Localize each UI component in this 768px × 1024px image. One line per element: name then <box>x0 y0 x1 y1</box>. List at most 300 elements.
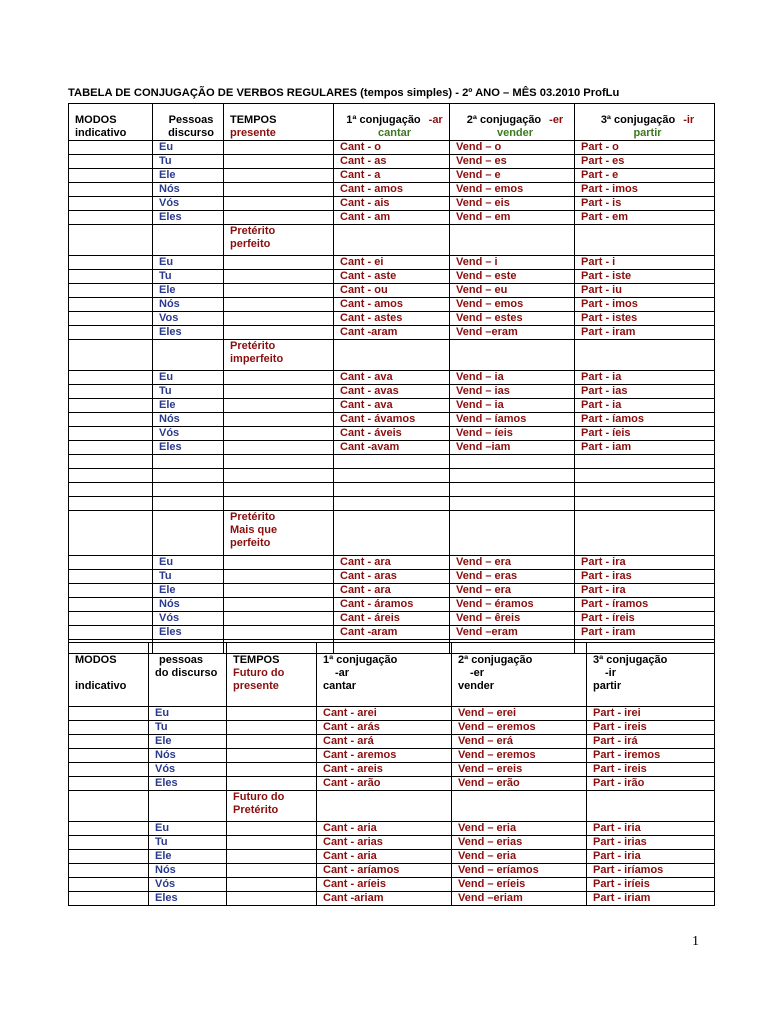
tense-label-line: Pretérito <box>230 340 276 352</box>
pronoun-cell: Ele <box>149 735 227 749</box>
verb-form-cell: Part - iras <box>575 570 715 584</box>
verb-form-cell: Vend – eria <box>452 822 587 836</box>
verb-form-cell: Vend – e <box>450 169 575 183</box>
pronoun-cell: Eu <box>153 141 224 155</box>
empty-cell <box>224 570 334 584</box>
table-row <box>69 413 715 427</box>
empty-cell <box>153 483 224 497</box>
tense-label-row <box>69 340 715 371</box>
verb-form-cell: Part - ias <box>575 385 715 399</box>
verb-form-cell: Vend – ia <box>450 371 575 385</box>
header-conj1-line: -ar <box>335 667 350 679</box>
empty-cell <box>69 183 153 197</box>
page-number: 1 <box>692 934 699 949</box>
table-row <box>69 197 715 211</box>
empty-cell <box>450 511 575 556</box>
empty-cell <box>334 483 450 497</box>
verb-form-cell: Part - ireis <box>587 763 715 777</box>
empty-cell <box>227 878 317 892</box>
pronoun-cell: Eles <box>153 441 224 455</box>
empty-cell <box>69 270 153 284</box>
table-row <box>69 270 715 284</box>
verb-form-cell: Cant - áreis <box>334 612 450 626</box>
verb-form-cell: Cant - amos <box>334 298 450 312</box>
empty-cell <box>69 427 153 441</box>
empty-cell <box>69 141 153 155</box>
verb-form-cell: Cant -avam <box>334 441 450 455</box>
verb-form-cell: Part - irá <box>587 735 715 749</box>
empty-cell <box>69 626 153 640</box>
table-row <box>69 556 715 570</box>
pronoun-cell: Eu <box>153 256 224 270</box>
tense-label-line: Pretérito <box>230 225 276 237</box>
verb-form-cell: Vend – erá <box>452 735 587 749</box>
empty-cell <box>69 511 153 556</box>
pronoun-cell: Vós <box>153 197 224 211</box>
empty-cell <box>575 340 715 371</box>
pronoun-cell: Eles <box>149 892 227 906</box>
empty-cell <box>224 270 334 284</box>
verb-form-cell: Part - iríeis <box>587 878 715 892</box>
header-modos-line: MODOS <box>75 654 117 666</box>
empty-cell <box>224 626 334 640</box>
blank-row <box>69 497 715 511</box>
empty-cell <box>69 340 153 371</box>
header-pessoas-line: discurso <box>168 127 214 139</box>
empty-cell <box>224 312 334 326</box>
empty-cell <box>224 326 334 340</box>
verb-form-cell: Vend – eríeis <box>452 878 587 892</box>
verb-form-cell: Vend – emos <box>450 183 575 197</box>
empty-cell <box>69 497 153 511</box>
verb-form-cell: Part - em <box>575 211 715 225</box>
verb-form-cell: Cant - ava <box>334 371 450 385</box>
verb-form-cell: Vend – ias <box>450 385 575 399</box>
empty-cell <box>227 763 317 777</box>
verb-form-cell: Part - íamos <box>575 413 715 427</box>
verb-form-cell: Vend – estes <box>450 312 575 326</box>
table-row <box>69 836 715 850</box>
tense-label <box>224 340 334 371</box>
pronoun-cell: Tu <box>153 385 224 399</box>
header-conj3-line: partir <box>593 680 622 692</box>
table-row <box>69 326 715 340</box>
header-tempos <box>224 104 334 141</box>
pronoun-cell: Nós <box>153 298 224 312</box>
table-row <box>69 626 715 640</box>
verb-form-cell: Vend – erão <box>452 777 587 791</box>
pronoun-cell: Nós <box>149 864 227 878</box>
verb-form-cell: Part - iremos <box>587 749 715 763</box>
empty-cell <box>69 399 153 413</box>
empty-cell <box>69 721 149 735</box>
verb-form-cell: Part - ia <box>575 399 715 413</box>
tense-label <box>227 791 317 822</box>
verb-form-cell: Part - o <box>575 141 715 155</box>
verb-form-cell: Cant - arás <box>317 721 452 735</box>
tense-label-line: Pretérito <box>233 804 279 816</box>
verb-form-cell: Vend – eremos <box>452 749 587 763</box>
verb-form-cell: Part - íreis <box>575 612 715 626</box>
header-conj3 <box>587 643 715 707</box>
verb-form-cell: Cant - arei <box>317 707 452 721</box>
empty-cell <box>69 483 153 497</box>
verb-form-cell: Vend – ereis <box>452 763 587 777</box>
empty-cell <box>334 455 450 469</box>
verb-form-cell: Part - iriam <box>587 892 715 906</box>
tense-label-line: Pretérito <box>230 511 276 523</box>
pronoun-cell: Vós <box>153 427 224 441</box>
empty-cell <box>227 822 317 836</box>
empty-cell <box>224 284 334 298</box>
table-row <box>69 850 715 864</box>
empty-cell <box>575 455 715 469</box>
empty-cell <box>69 225 153 256</box>
verb-form-cell: Cant -ariam <box>317 892 452 906</box>
empty-cell <box>69 211 153 225</box>
table-row <box>69 735 715 749</box>
verb-form-cell: Cant - arão <box>317 777 452 791</box>
empty-cell <box>69 822 149 836</box>
empty-cell <box>227 749 317 763</box>
verb-form-cell: Cant - ará <box>317 735 452 749</box>
verb-form-cell: Part - ira <box>575 584 715 598</box>
header-conj1-line: cantar <box>323 680 357 692</box>
blank-row <box>69 483 715 497</box>
empty-cell <box>69 598 153 612</box>
empty-cell <box>227 777 317 791</box>
empty-cell <box>224 385 334 399</box>
conjugation-table-2 <box>68 642 715 906</box>
empty-cell <box>69 763 149 777</box>
pronoun-cell: Ele <box>153 284 224 298</box>
header-conj3-line: 3ª conjugação <box>593 654 668 666</box>
header-conj3 <box>575 104 715 141</box>
verb-form-cell: Part - íeis <box>575 427 715 441</box>
empty-cell <box>227 850 317 864</box>
table-row <box>69 284 715 298</box>
header-modos <box>69 643 149 707</box>
pronoun-cell: Ele <box>149 850 227 864</box>
header-conj1 <box>317 643 452 707</box>
empty-cell <box>227 707 317 721</box>
empty-cell <box>334 497 450 511</box>
empty-cell <box>69 413 153 427</box>
verb-form-cell: Vend – êreis <box>450 612 575 626</box>
empty-cell <box>224 612 334 626</box>
verb-form-cell: Part - e <box>575 169 715 183</box>
header-row <box>69 104 715 141</box>
verb-form-cell: Part - imos <box>575 183 715 197</box>
empty-cell <box>69 735 149 749</box>
verb-form-cell: Cant - ávamos <box>334 413 450 427</box>
table-row <box>69 878 715 892</box>
verb-form-cell: Vend – o <box>450 141 575 155</box>
verb-form-cell: Vend – eríamos <box>452 864 587 878</box>
empty-cell <box>224 371 334 385</box>
empty-cell <box>69 612 153 626</box>
empty-cell <box>69 570 153 584</box>
empty-cell <box>69 284 153 298</box>
verb-form-cell: Vend – éramos <box>450 598 575 612</box>
pronoun-cell: Vós <box>149 763 227 777</box>
header-tempos-line: presente <box>233 680 279 692</box>
verb-form-cell: Cant - astes <box>334 312 450 326</box>
empty-cell <box>224 155 334 169</box>
empty-cell <box>153 511 224 556</box>
header-pessoas <box>149 643 227 707</box>
empty-cell <box>224 441 334 455</box>
empty-cell <box>69 777 149 791</box>
verb-form-cell: Cant - ais <box>334 197 450 211</box>
verb-form-cell: Vend –eram <box>450 626 575 640</box>
header-conj3-line: -ir <box>683 114 695 126</box>
empty-cell <box>450 483 575 497</box>
empty-cell <box>334 469 450 483</box>
table-row <box>69 864 715 878</box>
pronoun-cell: Nós <box>153 183 224 197</box>
empty-cell <box>334 511 450 556</box>
empty-cell <box>69 556 153 570</box>
header-conj1 <box>334 104 450 141</box>
header-conj2 <box>452 643 587 707</box>
header-conj1-line: 1ª conjugação <box>346 114 421 126</box>
pronoun-cell: Ele <box>153 584 224 598</box>
verb-form-cell: Part - iu <box>575 284 715 298</box>
blank-row <box>69 455 715 469</box>
pronoun-cell: Vos <box>153 312 224 326</box>
empty-cell <box>227 735 317 749</box>
empty-cell <box>317 791 452 822</box>
verb-form-cell: Part - ira <box>575 556 715 570</box>
verb-form-cell: Vend – es <box>450 155 575 169</box>
empty-cell <box>575 483 715 497</box>
table-row <box>69 441 715 455</box>
verb-form-cell: Vend – eria <box>452 850 587 864</box>
tense-label-line: imperfeito <box>230 353 284 365</box>
empty-cell <box>69 584 153 598</box>
verb-form-cell: Cant - ara <box>334 584 450 598</box>
header-conj3-line: 3ª conjugação <box>600 114 676 126</box>
empty-cell <box>450 225 575 256</box>
empty-cell <box>224 556 334 570</box>
verb-form-cell: Part - iria <box>587 850 715 864</box>
verb-form-cell: Vend –eram <box>450 326 575 340</box>
pronoun-cell: Vós <box>153 612 224 626</box>
empty-cell <box>69 169 153 183</box>
empty-cell <box>153 455 224 469</box>
empty-cell <box>69 385 153 399</box>
verb-form-cell: Vend – eis <box>450 197 575 211</box>
verb-form-cell: Part - es <box>575 155 715 169</box>
verb-form-cell: Cant - aríeis <box>317 878 452 892</box>
verb-form-cell: Vend – este <box>450 270 575 284</box>
verb-form-cell: Cant - aste <box>334 270 450 284</box>
tense-label-line: Futuro do <box>233 791 285 803</box>
verb-form-cell: Vend –iam <box>450 441 575 455</box>
empty-cell <box>69 371 153 385</box>
verb-form-cell: Vend – íeis <box>450 427 575 441</box>
verb-form-cell: Part - irias <box>587 836 715 850</box>
tense-label-row <box>69 791 715 822</box>
table-row <box>69 211 715 225</box>
pronoun-cell: Nós <box>153 598 224 612</box>
table-row <box>69 427 715 441</box>
header-conj2-line: -er <box>470 667 485 679</box>
tense-label-line: perfeito <box>230 238 271 250</box>
empty-cell <box>69 836 149 850</box>
pronoun-cell: Eu <box>153 556 224 570</box>
pronoun-cell: Ele <box>153 169 224 183</box>
pronoun-cell: Eles <box>153 211 224 225</box>
verb-form-cell: Cant - aria <box>317 822 452 836</box>
verb-form-cell: Cant - ara <box>334 556 450 570</box>
verb-form-cell: Cant - am <box>334 211 450 225</box>
empty-cell <box>153 225 224 256</box>
empty-cell <box>153 340 224 371</box>
empty-cell <box>224 256 334 270</box>
empty-cell <box>334 340 450 371</box>
header-pessoas-line: pessoas <box>159 654 204 666</box>
header-conj2-line: vender <box>458 680 495 692</box>
verb-form-cell: Part - istes <box>575 312 715 326</box>
empty-cell <box>224 298 334 312</box>
empty-cell <box>575 497 715 511</box>
document-title: TABELA DE CONJUGAÇÃO DE VERBOS REGULARES (tempos simples) - 2º ANO – MÊS 03.2010 ProfLu <box>68 87 620 99</box>
verb-form-cell: Cant -aram <box>334 326 450 340</box>
verb-form-cell: Cant - avas <box>334 385 450 399</box>
verb-form-cell: Part - ireis <box>587 721 715 735</box>
table-row <box>69 256 715 270</box>
empty-cell <box>334 225 450 256</box>
verb-form-cell: Vend – ia <box>450 399 575 413</box>
tense-label-row <box>69 511 715 556</box>
header-conj3-line: partir <box>633 127 662 139</box>
verb-form-cell: Part - is <box>575 197 715 211</box>
tense-label-row <box>69 225 715 256</box>
verb-form-cell: Part - iríamos <box>587 864 715 878</box>
header-pessoas-line: Pessoas <box>168 114 214 126</box>
verb-form-cell: Cant - ava <box>334 399 450 413</box>
header-conj3-line: -ir <box>605 667 616 679</box>
empty-cell <box>69 256 153 270</box>
verb-form-cell: Cant - aria <box>317 850 452 864</box>
verb-form-cell: Cant - aríamos <box>317 864 452 878</box>
verb-form-cell: Cant - o <box>334 141 450 155</box>
verb-form-cell: Cant - arias <box>317 836 452 850</box>
verb-form-cell: Vend – erei <box>452 707 587 721</box>
header-tempos-line: TEMPOS <box>230 114 277 126</box>
verb-form-cell: Cant - a <box>334 169 450 183</box>
verb-form-cell: Vend – erias <box>452 836 587 850</box>
pronoun-cell: Tu <box>153 155 224 169</box>
table-row <box>69 721 715 735</box>
table-row <box>69 892 715 906</box>
empty-cell <box>450 469 575 483</box>
tense-label <box>224 225 334 256</box>
empty-cell <box>224 584 334 598</box>
table-row <box>69 822 715 836</box>
table-row <box>69 584 715 598</box>
table-row <box>69 371 715 385</box>
empty-cell <box>149 791 227 822</box>
empty-cell <box>575 511 715 556</box>
empty-cell <box>224 497 334 511</box>
verb-form-cell: Part - ia <box>575 371 715 385</box>
table-row <box>69 749 715 763</box>
tense-label <box>224 511 334 556</box>
verb-form-cell: Cant - amos <box>334 183 450 197</box>
verb-form-cell: Cant - aremos <box>317 749 452 763</box>
header-tempos-line: Futuro do <box>233 667 285 679</box>
empty-cell <box>69 326 153 340</box>
pronoun-cell: Eles <box>149 777 227 791</box>
empty-cell <box>450 340 575 371</box>
empty-cell <box>227 721 317 735</box>
table-row <box>69 169 715 183</box>
empty-cell <box>587 791 715 822</box>
verb-form-cell: Cant - áramos <box>334 598 450 612</box>
empty-cell <box>69 455 153 469</box>
verb-form-cell: Part - imos <box>575 298 715 312</box>
table-row <box>69 598 715 612</box>
verb-form-cell: Cant -aram <box>334 626 450 640</box>
verb-form-cell: Part - iria <box>587 822 715 836</box>
empty-cell <box>450 455 575 469</box>
header-modos-line: MODOS <box>75 114 117 126</box>
header-modos-line: indicativo <box>75 127 127 139</box>
tense-label-line: perfeito <box>230 537 271 549</box>
empty-cell <box>224 141 334 155</box>
empty-cell <box>224 483 334 497</box>
empty-cell <box>224 183 334 197</box>
empty-cell <box>224 197 334 211</box>
verb-form-cell: Cant - ei <box>334 256 450 270</box>
verb-form-cell: Part - íramos <box>575 598 715 612</box>
header-conj2 <box>450 104 575 141</box>
verb-form-cell: Cant - áveis <box>334 427 450 441</box>
empty-cell <box>69 707 149 721</box>
empty-cell <box>69 298 153 312</box>
table-row <box>69 570 715 584</box>
table-row <box>69 312 715 326</box>
header-conj2-line: -er <box>549 114 564 126</box>
header-tempos-line: presente <box>230 127 276 139</box>
header-conj2-line: vender <box>496 127 534 139</box>
header-conj1-line: 1ª conjugação <box>323 654 398 666</box>
verb-form-cell: Cant - aras <box>334 570 450 584</box>
verb-form-cell: Vend – era <box>450 556 575 570</box>
verb-form-cell: Vend – eu <box>450 284 575 298</box>
tense-label-line: Mais que <box>230 524 278 536</box>
header-pessoas-line: do discurso <box>155 667 218 679</box>
table-row <box>69 707 715 721</box>
empty-cell <box>224 169 334 183</box>
table-row <box>69 155 715 169</box>
pronoun-cell: Eu <box>149 707 227 721</box>
header-conj2-line: 2ª conjugação <box>466 114 542 126</box>
empty-cell <box>227 892 317 906</box>
empty-cell <box>69 469 153 483</box>
header-conj1-line: cantar <box>377 127 412 139</box>
empty-cell <box>69 312 153 326</box>
empty-cell <box>575 225 715 256</box>
empty-cell <box>224 598 334 612</box>
empty-cell <box>224 427 334 441</box>
verb-form-cell: Cant - ou <box>334 284 450 298</box>
verb-form-cell: Part - iram <box>575 326 715 340</box>
empty-cell <box>69 197 153 211</box>
